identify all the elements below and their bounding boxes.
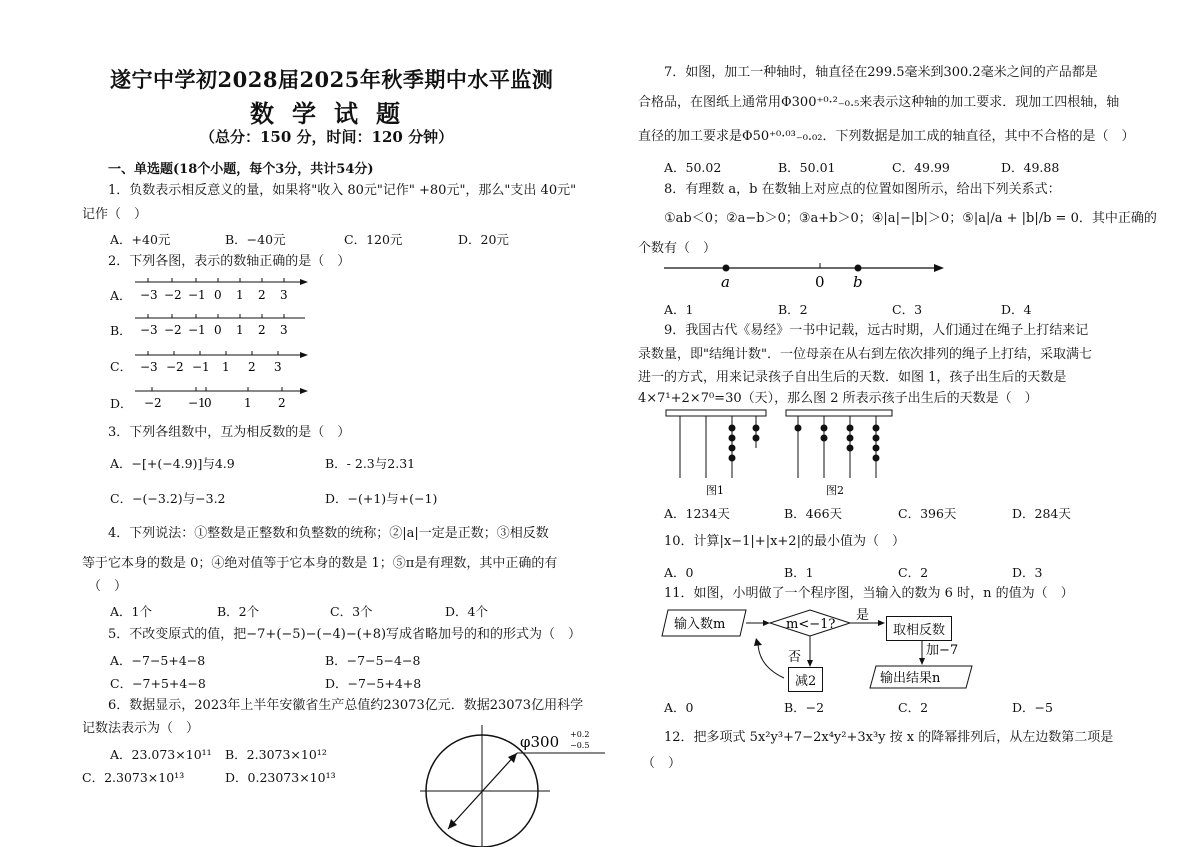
shaft-diagram bbox=[420, 725, 620, 847]
q7-stem-1: 7．如图，加工一种轴时，轴直径在299.5毫米到300.2毫米之间的产品都是 bbox=[664, 65, 1098, 80]
section-heading: 一、单选题(18个小题，每个3分，共计54分) bbox=[108, 162, 374, 177]
q9-stem-4: 4×7¹+2×7⁰=30（天），那么图 2 所表示孩子出生后的天数是（ ） bbox=[638, 391, 1038, 406]
tick-label: −1 bbox=[188, 323, 206, 337]
tick-label: 1 bbox=[222, 360, 230, 374]
q11-option-c[interactable]: C．2 bbox=[898, 700, 929, 715]
number-line-c bbox=[135, 351, 308, 374]
point-a bbox=[723, 265, 730, 272]
exam-meta: （总分：150 分，时间：120 分钟） bbox=[200, 128, 454, 146]
tick-label: −1 bbox=[188, 396, 206, 410]
tick-label: −3 bbox=[140, 288, 158, 302]
q8-stem-3: 个数有（ ） bbox=[638, 241, 717, 256]
q9-stem-3: 进一的方式，用来记录孩子自出生后的天数．如图 1，孩子出生后的天数是 bbox=[638, 370, 1067, 385]
q4-option-d[interactable]: D．4个 bbox=[445, 604, 488, 619]
q1-stem-1: 1．负数表示相反意义的量，如果将"收入 80元"记作" +80元"，那么"支出 40元" bbox=[108, 183, 577, 198]
q5-option-b[interactable]: B．−7−5−4−8 bbox=[325, 653, 421, 668]
tick-label: 1 bbox=[244, 396, 252, 410]
q8-stem-1: 8．有理数 a，b 在数轴上对应点的位置如图所示，给出下列关系式： bbox=[664, 182, 1061, 197]
number-line-figures bbox=[130, 276, 320, 416]
tick-label: 2 bbox=[258, 323, 266, 337]
flow-yes-label: 是 bbox=[856, 608, 870, 623]
knot-rope-figures bbox=[660, 408, 910, 500]
tick-label: 1 bbox=[236, 288, 244, 302]
flow-no-label: 否 bbox=[788, 650, 802, 665]
figure-1 bbox=[666, 410, 766, 497]
q10-stem: 10．计算|x−1|+|x+2|的最小值为（ ） bbox=[664, 534, 905, 549]
flow-output: 输出结果n bbox=[880, 671, 941, 686]
tick-label: 2 bbox=[278, 396, 286, 410]
tick-label: −1 bbox=[188, 288, 206, 302]
flow-add-label: 加−7 bbox=[926, 643, 959, 658]
tick-label: 2 bbox=[248, 360, 256, 374]
q4-option-c[interactable]: C．3个 bbox=[330, 604, 373, 619]
q7-option-a[interactable]: A．50.02 bbox=[664, 160, 722, 175]
q10-option-d[interactable]: D．3 bbox=[1012, 565, 1043, 580]
q6-stem-2: 记数法表示为（ ） bbox=[82, 721, 200, 736]
flow-negate-box: 取相反数 bbox=[886, 616, 952, 641]
tick-label: 2 bbox=[258, 288, 266, 302]
q9-option-c[interactable]: C．396天 bbox=[898, 506, 957, 521]
q4-stem-3: （ ） bbox=[88, 579, 128, 594]
q3-option-c[interactable]: C．−(−3.2)与−3.2 bbox=[110, 491, 226, 506]
q8-option-c[interactable]: C．3 bbox=[892, 302, 923, 317]
q8-option-b[interactable]: B．2 bbox=[778, 302, 808, 317]
q5-option-a[interactable]: A．−7−5+4−8 bbox=[110, 653, 206, 668]
q10-option-c[interactable]: C．2 bbox=[898, 565, 929, 580]
q8-option-a[interactable]: A．1 bbox=[664, 302, 694, 317]
q4-option-b[interactable]: B．2个 bbox=[217, 604, 260, 619]
q2-option-a[interactable]: A． bbox=[110, 288, 132, 303]
q10-option-b[interactable]: B．1 bbox=[784, 565, 814, 580]
q4-stem-2: 等于它本身的数是 0；④绝对值等于它本身的数是 1；⑤π是有理数，其中正确的有 bbox=[82, 556, 558, 571]
q3-stem: 3．下列各组数中，互为相反数的是（ ） bbox=[108, 425, 351, 440]
q4-stem-1: 4．下列说法：①整数是正整数和负整数的统称；②|a|一定是正数；③相反数 bbox=[108, 526, 549, 541]
q6-option-d[interactable]: D．0.23073×10¹³ bbox=[225, 770, 336, 785]
q11-stem: 11．如图，小明做了一个程序图，当输入的数为 6 时，n 的值为（ ） bbox=[664, 586, 1074, 601]
figure-1-label: 图1 bbox=[706, 484, 724, 497]
q4-option-a[interactable]: A．1个 bbox=[110, 604, 152, 619]
q7-option-c[interactable]: C．49.99 bbox=[892, 160, 950, 175]
tick-label: −3 bbox=[140, 360, 158, 374]
upper-tolerance: +0.2 bbox=[570, 730, 590, 739]
q2-stem: 2．下列各图，表示的数轴正确的是（ ） bbox=[108, 254, 351, 269]
point-b bbox=[855, 265, 862, 272]
q6-stem-1: 6．数据显示，2023年上半年安徽省生产总值约23073亿元．数据23073亿用科学 bbox=[108, 698, 584, 713]
q1-stem-2: 记作（ ） bbox=[82, 207, 148, 222]
q1-option-c[interactable]: C．120元 bbox=[344, 232, 403, 247]
tick-label: 3 bbox=[280, 323, 288, 337]
q7-option-b[interactable]: B．50.01 bbox=[778, 160, 836, 175]
diameter-label: φ300 bbox=[520, 733, 560, 751]
exam-subject: 数学试题 bbox=[250, 99, 418, 128]
q8-stem-2: ①ab＜0；②a−b＞0；③a+b＞0；④|a|−|b|＞0；⑤|a|/a + |b|/b = 0．其中正确的 bbox=[664, 211, 1157, 226]
q2-option-d[interactable]: D． bbox=[110, 396, 133, 411]
q2-option-c[interactable]: C． bbox=[110, 359, 133, 374]
q9-stem-1: 9．我国古代《易经》一书中记载，远古时期，人们通过在绳子上打结来记 bbox=[664, 323, 1089, 338]
label-b: b bbox=[853, 273, 863, 291]
q2-option-b[interactable]: B． bbox=[110, 323, 132, 338]
q12-stem-1: 12．把多项式 5x²y³+7−2x⁴y²+3x³y 按 x 的降幂排列后，从左边数第二项是 bbox=[664, 730, 1114, 745]
tick-label: −1 bbox=[192, 360, 210, 374]
tick-label: 0 bbox=[214, 323, 222, 337]
number-line-b bbox=[135, 314, 305, 337]
flow-subtract-box: 减2 bbox=[788, 667, 823, 692]
q1-option-d[interactable]: D．20元 bbox=[458, 232, 509, 247]
q6-option-a[interactable]: A．23.073×10¹¹ bbox=[110, 747, 212, 762]
q5-stem: 5．不改变原式的值，把−7+(−5)−(−4)−(+8)写成省略加号的和的形式为（ ） bbox=[108, 627, 582, 642]
tick-label: −2 bbox=[164, 288, 182, 302]
q11-option-d[interactable]: D．−5 bbox=[1012, 700, 1053, 715]
tick-label: 3 bbox=[274, 360, 282, 374]
number-line-d bbox=[135, 387, 308, 410]
figure-2 bbox=[786, 410, 892, 497]
label-a: a bbox=[721, 273, 730, 291]
q12-stem-2: （ ） bbox=[642, 756, 682, 771]
q8-option-d[interactable]: D．4 bbox=[1001, 302, 1032, 317]
tick-label: 1 bbox=[236, 323, 244, 337]
q10-option-a[interactable]: A．0 bbox=[664, 565, 694, 580]
q9-option-a[interactable]: A．1234天 bbox=[664, 506, 730, 521]
q7-stem-2: 合格品，在图纸上通常用Φ300⁺⁰·²₋₀.₅来表示这种轴的加工要求．现加工四根轴，轴 bbox=[638, 95, 1120, 110]
q11-option-b[interactable]: B．−2 bbox=[784, 700, 825, 715]
tick-label: −3 bbox=[140, 323, 158, 337]
ab-number-line bbox=[660, 256, 950, 294]
q9-option-d[interactable]: D．284天 bbox=[1012, 506, 1071, 521]
lower-tolerance: −0.5 bbox=[570, 741, 590, 750]
tick-label: 0 bbox=[214, 288, 222, 302]
tick-label: −2 bbox=[164, 323, 182, 337]
q9-stem-2: 录数量，即"结绳计数"．一位母亲在从右到左依次排列的绳子上打结，采取满七 bbox=[638, 347, 1092, 362]
q6-option-c[interactable]: C．2.3073×10¹³ bbox=[82, 770, 185, 785]
figure-2-label: 图2 bbox=[826, 484, 844, 497]
q11-option-a[interactable]: A．0 bbox=[664, 700, 694, 715]
q7-stem-3: 直径的加工要求是Φ50⁺⁰·⁰³₋₀.₀₂．下列数据是加工成的轴直径，其中不合格的是（ ） bbox=[638, 129, 1135, 144]
q6-option-b[interactable]: B．2.3073×10¹² bbox=[225, 747, 327, 762]
tick-label: −2 bbox=[166, 360, 184, 374]
q1-option-b[interactable]: B．−40元 bbox=[225, 232, 286, 247]
q5-option-c[interactable]: C．−7+5+4−8 bbox=[110, 676, 206, 691]
flow-condition: m<−1? bbox=[786, 617, 836, 632]
q3-option-d[interactable]: D．−(+1)与+(−1) bbox=[325, 491, 438, 506]
q1-option-a[interactable]: A．+40元 bbox=[110, 232, 171, 247]
q7-option-d[interactable]: D．49.88 bbox=[1001, 160, 1060, 175]
q5-option-d[interactable]: D．−7−5+4+8 bbox=[325, 676, 422, 691]
flow-input: 输入数m bbox=[674, 617, 726, 632]
q3-option-a[interactable]: A．−[+(−4.9)]与4.9 bbox=[110, 456, 235, 471]
exam-title: 遂宁中学初2028届2025年秋季期中水平监测 bbox=[110, 67, 554, 92]
tick-label: −2 bbox=[144, 396, 162, 410]
q3-option-b[interactable]: B．- 2.3与2.31 bbox=[325, 456, 416, 471]
tick-label: 0 bbox=[204, 396, 212, 410]
label-zero: 0 bbox=[815, 273, 825, 291]
q9-option-b[interactable]: B．466天 bbox=[784, 506, 843, 521]
number-line-a bbox=[135, 278, 308, 302]
tick-label: 3 bbox=[280, 288, 288, 302]
